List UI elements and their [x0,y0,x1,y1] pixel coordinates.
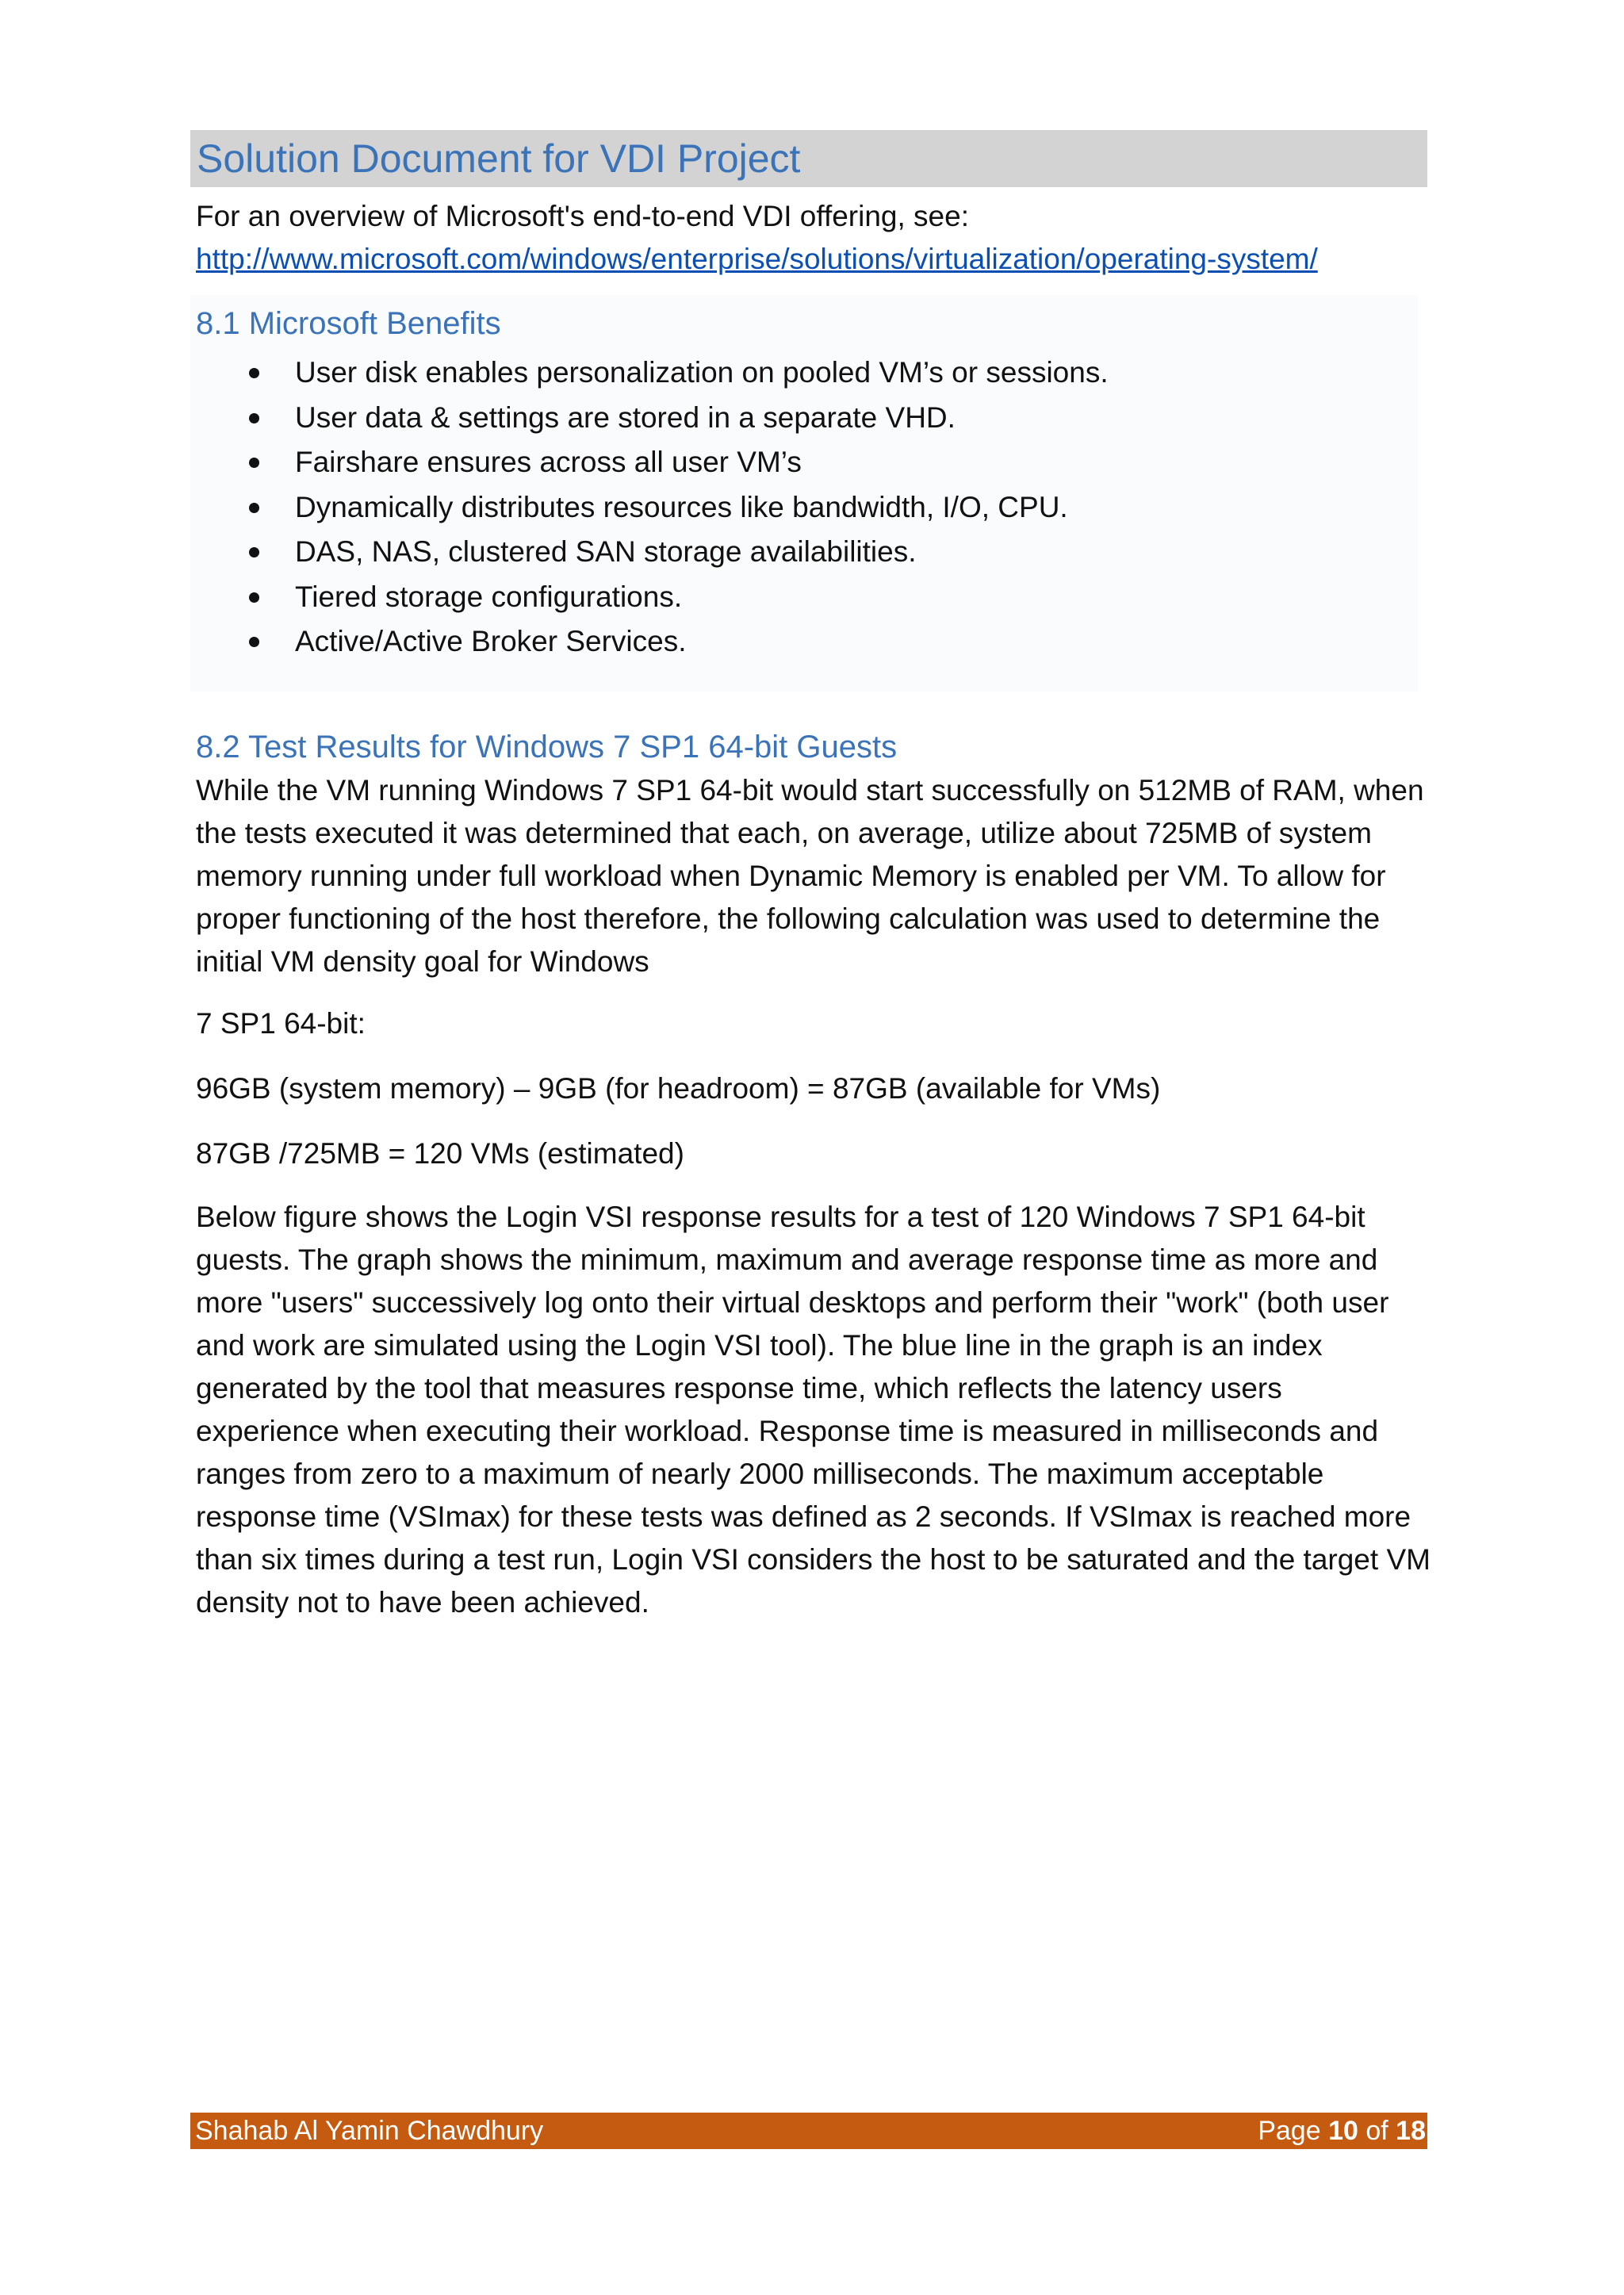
results-heading: 8.2 Test Results for Windows 7 SP1 64-bit Guests [196,730,898,764]
login-vsi-paragraph: Below figure shows the Login VSI response results for a test of 120 Windows 7 SP1 64-bit guests. The graph shows the minimum, maximum and average response time as more and more "users" successively log onto their virtual desktops and perform their "work" (both user and work are simulated using the Login VSI tool). The blue line in the graph is an index generated by the tool that measures response time, which reflects the latency users experience when executing their workload. Response time is measured in milliseconds and ranges from zero to a maximum of nearly 2000 milliseconds. The maximum acceptable response time (VSImax) for these tests was defined as 2 seconds. If VSImax is reached more than six times during a test run, Login VSI considers the host to be saturated and the target VM density not to have been achieved. [196,1201,1431,1619]
memory-calculation: 96GB (system memory) – 9GB (for headroom) = 87GB (available for VMs) [196,1072,1161,1105]
bullet-icon [249,592,259,603]
results-os-line: 7 SP1 64-bit: [196,1007,366,1040]
density-calculation: 87GB /725MB = 120 VMs (estimated) [196,1137,684,1170]
list-item: Dynamically distributes resources like bandwidth, I/O, CPU. [238,485,1109,531]
list-item: User data & settings are stored in a separate VHD. [238,396,1109,441]
page-number: Page 10 of 18 [1258,2116,1426,2146]
document-title: Solution Document for VDI Project [197,136,801,181]
page-footer [190,2113,1427,2149]
list-item: Tiered storage configurations. [238,575,1109,620]
list-item: DAS, NAS, clustered SAN storage availabilities. [238,530,1109,575]
intro-text: For an overview of Microsoft's end-to-end VDI offering, see: [196,200,969,232]
results-paragraph: While the VM running Windows 7 SP1 64-bit would start successfully on 512MB of RAM, when the tests executed it was determined that each, on average, utilize about 725MB of system memory running under full workload when Dynamic Memory is enabled per VM. To allow for proper functioning of the host therefore, the following calculation was used to determine the initial VM density goal for Windows [196,774,1424,978]
bullet-icon [249,503,259,513]
bullet-icon [249,458,259,468]
footer-author: Shahab Al Yamin Chawdhury [195,2116,544,2146]
bullet-icon [249,637,259,647]
current-page: 10 [1328,2116,1358,2146]
bullet-icon [249,547,259,557]
overview-link[interactable]: http://www.microsoft.com/windows/enterprise/solutions/virtualization/operating-system/ [196,243,1318,275]
total-pages: 18 [1396,2116,1426,2146]
list-item: Fairshare ensures across all user VM’s [238,440,1109,485]
list-item: User disk enables personalization on pooled VM’s or sessions. [238,351,1109,396]
list-item: Active/Active Broker Services. [238,619,1109,665]
intro-block [196,195,1427,281]
bullet-icon [249,368,259,378]
bullet-icon [249,413,259,423]
title-bar [190,130,1427,187]
benefits-list [238,351,1109,665]
benefits-heading: 8.1 Microsoft Benefits [196,306,501,341]
